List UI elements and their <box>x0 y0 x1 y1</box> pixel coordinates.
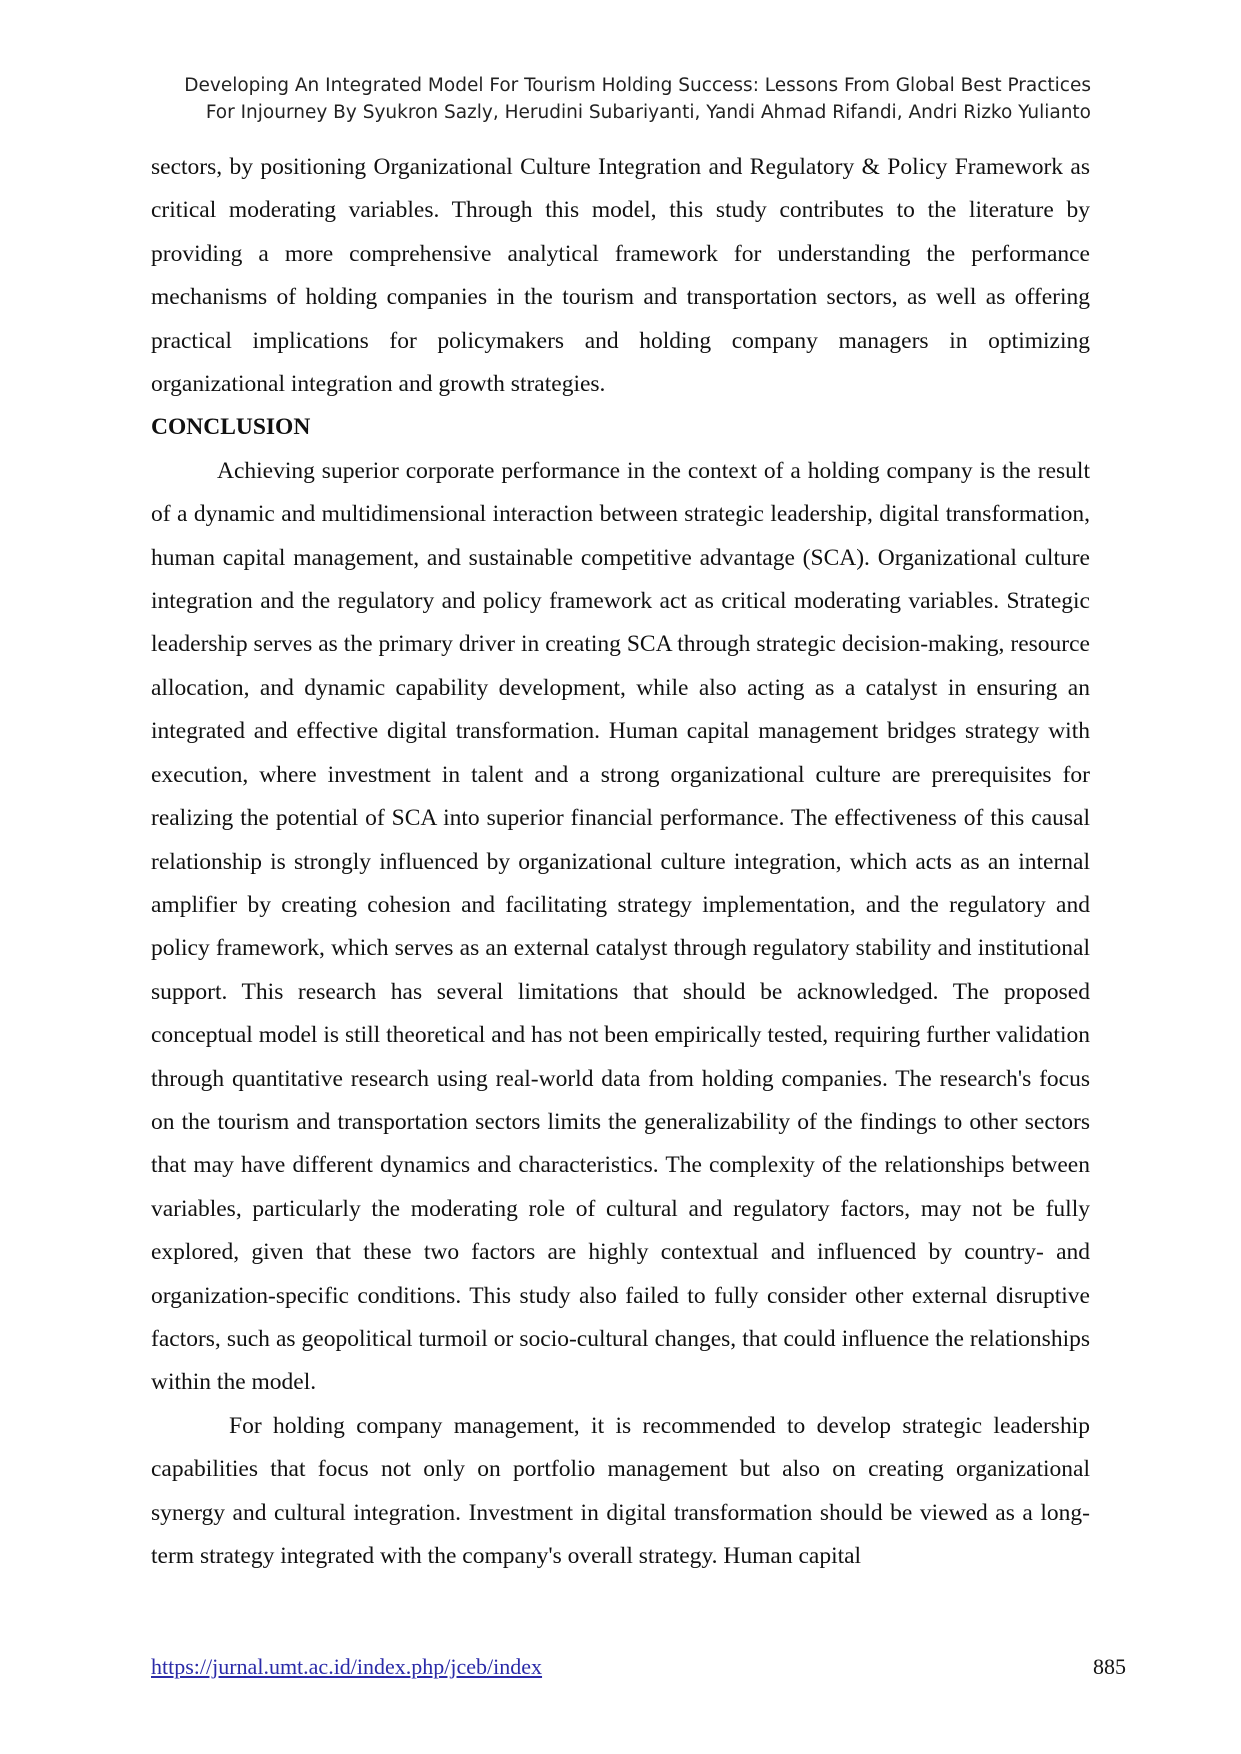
continued-paragraph: sectors, by positioning Organizational Culture Integration and Regulatory & Policy Framework as critical moderating variables. Through this model, this study contributes to the literature by providing a more comprehensive analytical framework for understanding the performance mechanisms of holding companies in the tourism and transportation sectors, as well as offering practical implications for policymakers and holding company managers in optimizing organizational integration and growth strategies. <box>151 154 1090 398</box>
page-number: 885 <box>1093 1654 1126 1679</box>
running-header <box>91 72 1091 126</box>
header-title-line-2: For Injourney By Syukron Sazly, Herudini Subariyanti, Yandi Ahmad Rifandi, Andri Rizko Yulianto <box>205 102 1091 123</box>
conclusion-paragraph-1: Achieving superior corporate performance in the context of a holding company is the result of a dynamic and multidimensional interaction between strategic leadership, digital transformation, human capital management, and sustainable competitive advantage (SCA). Organizational culture integration and the regulatory and policy framework act as critical moderating variables. Strategic leadership serves as the primary driver in creating SCA through strategic decision-making, resource allocation, and dynamic capability development, while also acting as a catalyst in ensuring an integrated and effective digital transformation. Human capital management bridges strategy with execution, where investment in talent and a strong organizational culture are prerequisites for realizing the potential of SCA into superior financial performance. The effectiveness of this causal relationship is strongly influenced by organizational culture integration, which acts as an internal amplifier by creating cohesion and facilitating strategy implementation, and the regulatory and policy framework, which serves as an external catalyst through regulatory stability and institutional support. This research has several limitations that should be acknowledged. The proposed conceptual model is still theoretical and has not been empirically tested, requiring further validation through quantitative research using real-world data from holding companies. The research's focus on the tourism and transportation sectors limits the generalizability of the findings to other sectors that may have different dynamics and characteristics. The complexity of the relationships between variables, particularly the moderating role of cultural and regulatory factors, may not be fully explored, given that these two factors are highly contextual and influenced by country- and organization-specific conditions. This study also failed to fully consider other external disruptive factors, such as geopolitical turmoil or socio-cultural changes, that could influence the relationships within the model. <box>151 457 1090 1396</box>
journal-url-link[interactable]: https://jurnal.umt.ac.id/index.php/jceb/index <box>151 1654 543 1679</box>
header-title-line-1: Developing An Integrated Model For Tourism Holding Success: Lessons From Global Best Practices <box>184 75 1091 96</box>
conclusion-paragraph-2: For holding company management, it is recommended to develop strategic leadership capabilities that focus not only on portfolio management but also on creating organizational synergy and cultural integration. Investment in digital transformation should be viewed as a long-term strategy integrated with the company's overall strategy. Human capital <box>151 1412 1090 1569</box>
page-body <box>151 146 1090 1578</box>
section-heading-conclusion: CONCLUSION <box>151 414 311 441</box>
